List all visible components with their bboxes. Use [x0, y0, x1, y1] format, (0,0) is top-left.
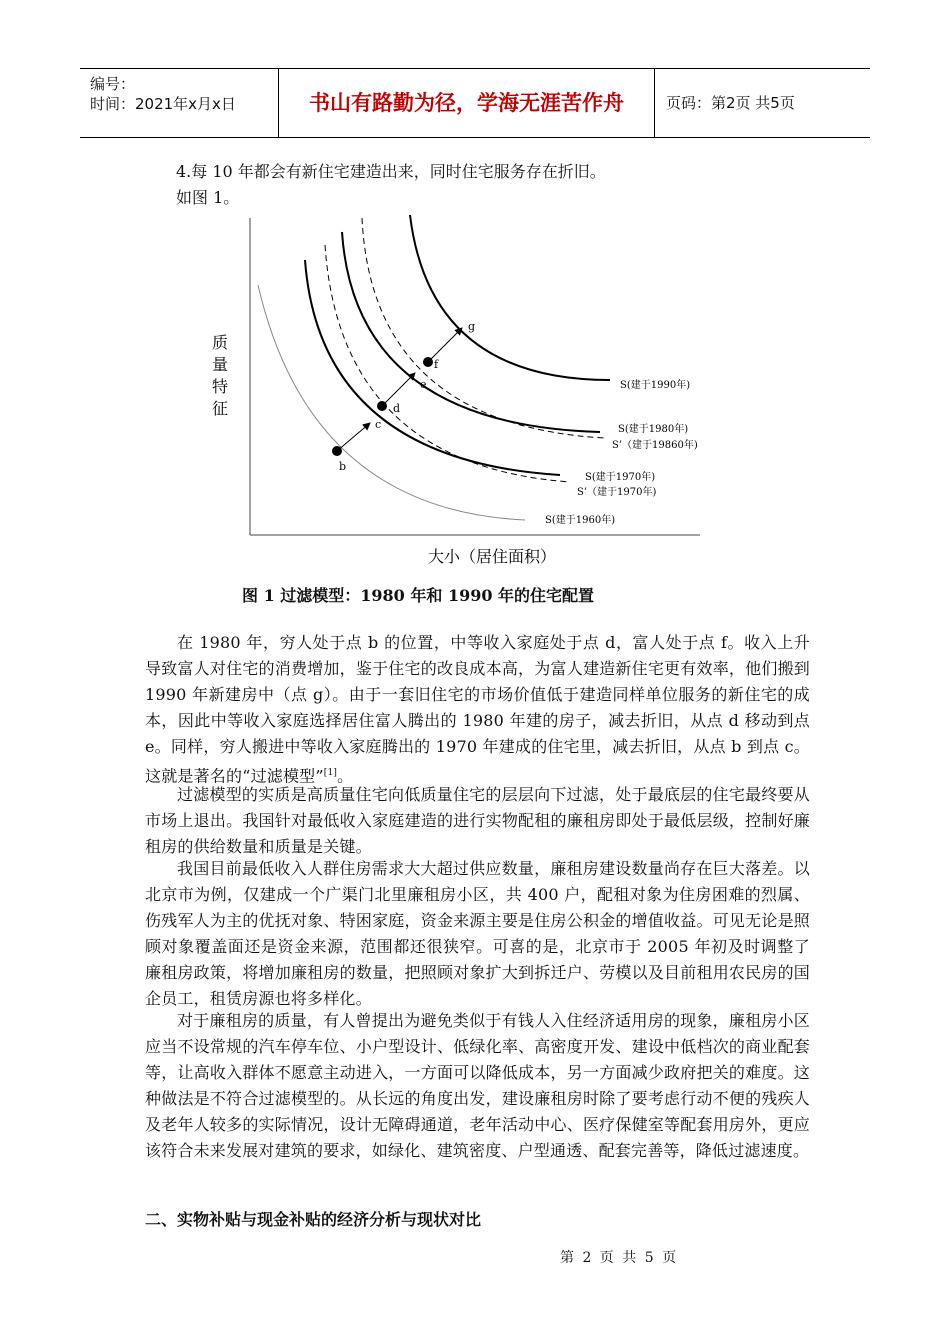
label-s1970p: S’（建于1970年) — [577, 487, 657, 498]
paragraph-1-text: 在 1980 年，穷人处于点 b 的位置，中等收入家庭处于点 d，富人处于点 f。收入上升导致富人对住宅的消费增加，鉴于住宅的改良成本高，为富人建造新住宅更有效率，他们搬到 1990 年新建房中（点 g）。由于一套旧住宅的市场价值低于建造同样单位服务的新住宅的成本，因此中等收入家庭选择居住富人腾出的 1980 年建的房子，减去折旧，从点 d 移动到点 e。同样，穷人搬进中等收入家庭腾出的 1970 年建成的住宅里，减去折旧，从点 b 到点 c。这就是著名的“过滤模型” — [145, 633, 810, 786]
section-heading: 二、实物补贴与现金补贴的经济分析与现状对比 — [145, 1210, 482, 1229]
paragraph-1 — [145, 630, 810, 789]
curve-s1960 — [258, 285, 525, 520]
paragraph-2: 过滤模型的实质是高质量住宅向低质量住宅的层层向下过滤，处于最底层的住宅最终要从市场上退出。我国针对最低收入家庭建造的进行实物配租的廉租房即处于最低层级，控制好廉租房的供给数量和质量是关键。 — [145, 785, 810, 856]
point-label-d: d — [393, 402, 401, 415]
point-label-b: b — [339, 460, 347, 473]
curve-s1970p — [325, 245, 570, 482]
arrow-f-to-g — [428, 328, 462, 362]
point-label-g: g — [468, 320, 476, 333]
paragraph-4: 对于廉租房的质量，有人曾提出为避免类似于有钱人入住经济适用房的现象，廉租房小区应当不设常规的汽车停车位、小户型设计、低绿化率、高密度开发、建设中低档次的商业配套等，让高收入群体不愿意主动进入，一方面可以降低成本，另一方面减少政府把关的难度。这种做法是不符合过滤模型的。从长远的角度出发，建设廉租房时除了要考虑行动不便的残疾人及老年人较多的实际情况，设计无障碍通道，老年活动中心、医疗保健室等配套用房外，更应该符合未来发展对建筑的要求，如绿化、建筑密度、户型通透、配套完善等，降低过滤速度。 — [145, 1011, 810, 1160]
filtering-model-figure — [200, 210, 740, 585]
intro-line-1: 4.每 10 年都会有新住宅建造出来，同时住宅服务存在折旧。 — [176, 162, 606, 181]
label-s1990: S(建于1990年) — [620, 380, 691, 391]
header-page-info: 页码：第2页 共5页 — [666, 94, 795, 112]
point-label-c: c — [375, 418, 382, 431]
label-s1970: S(建于1970年) — [585, 472, 656, 483]
point-d — [377, 401, 387, 411]
header-motto: 书山有路勤为径，学海无涯苦作舟 — [279, 69, 655, 137]
time-label: 时间：2021年x月x日 — [90, 95, 236, 113]
label-s1980p: S’（建于19860年) — [612, 440, 698, 451]
paragraph-3: 我国目前最低收入人群住房需求大大超过供应数量，廉租房建设数量尚存在巨大落差。以北京市为例，仅建成一个广渠门北里廉租房小区，共 400 户，配租对象为住房困难的烈属、伤残军人为主的优抚对象、特困家庭，资金来源主要是住房公积金的增值收益。可见无论是照顾对象覆盖面还是资金来源，范围都还很狭窄。可喜的是，北京市于 2005 年初及时调整了廉租房政策，将增加廉租房的数量，把照顾对象扩大到拆迁户、劳模以及目前租用农民房的国企员工，租赁房源也将多样化。 — [145, 859, 810, 1008]
header-meta-cell — [80, 69, 279, 137]
number-label: 编号： — [90, 75, 136, 93]
y-axis-label-char-4: 征 — [211, 399, 229, 418]
page-header — [80, 68, 870, 138]
paragraph-1-end: 。 — [337, 766, 354, 786]
point-b — [332, 446, 342, 456]
footnote-ref[interactable]: [1] — [323, 768, 338, 778]
label-s1980: S(建于1980年) — [618, 424, 689, 435]
y-axis-label-char-2: 量 — [211, 355, 229, 374]
label-s1960: S(建于1960年) — [545, 515, 616, 526]
point-label-e: e — [420, 378, 427, 391]
x-axis-label: 大小（居住面积） — [427, 547, 557, 566]
intro-line-2: 如图 1。 — [176, 188, 240, 207]
point-label-f: f — [434, 358, 439, 371]
y-axis-label-char-1: 质 — [211, 333, 229, 352]
figure-caption: 图 1 过滤模型：1980 年和 1990 年的住宅配置 — [242, 586, 595, 605]
y-axis-label-char-3: 特 — [211, 377, 229, 396]
page-footer: 第 2 页 共 5 页 — [560, 1250, 679, 1266]
point-f — [423, 357, 433, 367]
arrow-b-to-c — [337, 423, 370, 451]
curve-s1990 — [410, 215, 610, 380]
